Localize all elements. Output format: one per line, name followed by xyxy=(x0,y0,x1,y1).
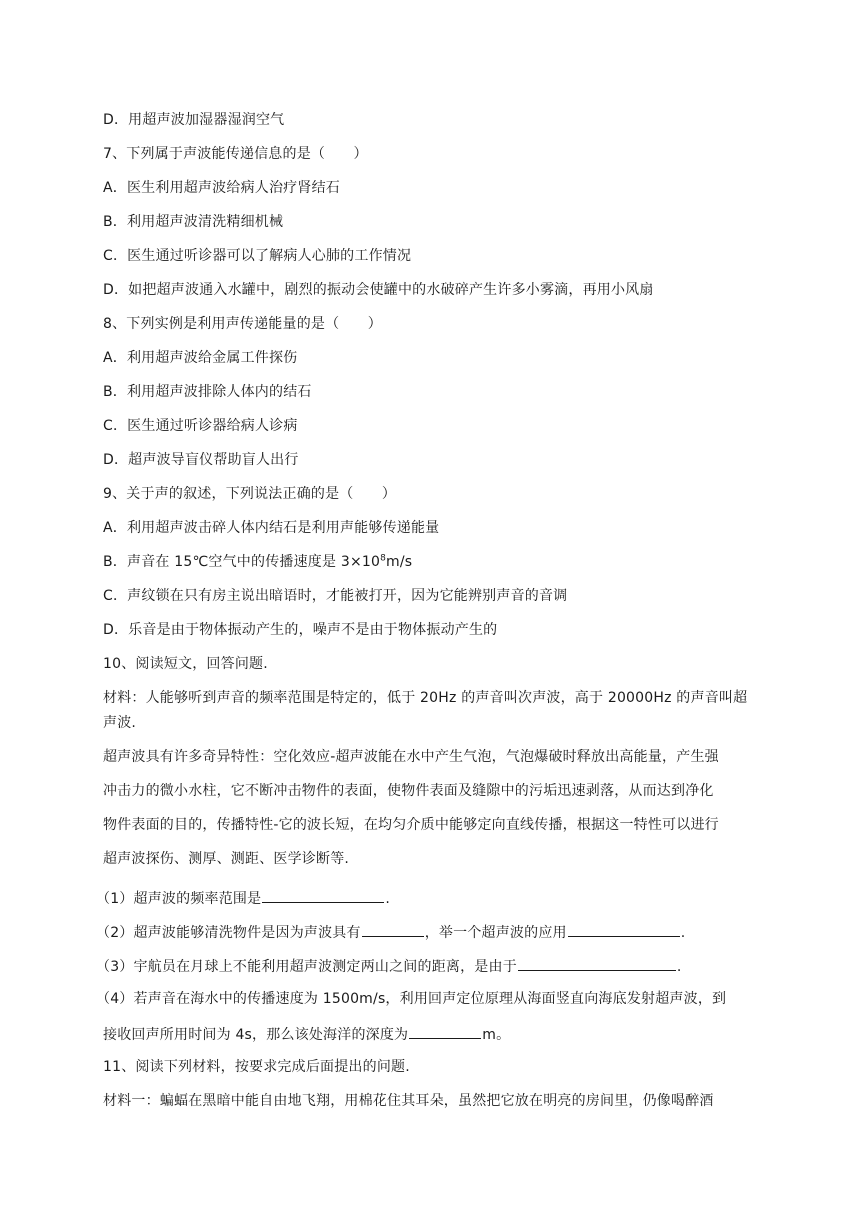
q8-option-a: A．利用超声波给金属工件探伤 xyxy=(103,350,298,366)
q10-sub-4-line-1: （4）若声音在海水中的传播速度为 1500m/s，利用回声定位原理从海面竖直向海底发射超声波，到 xyxy=(96,991,727,1007)
q10-sub-1-end: . xyxy=(385,891,390,907)
q10-sub-2 xyxy=(96,922,756,942)
q10-sub-1-text: （1）超声波的频率范围是 xyxy=(96,891,262,907)
q7-option-d: D．如把超声波通入水罐中，剧烈的振动会使罐中的水破碎产生许多小雾滴，再用小风扇 xyxy=(103,282,654,298)
q10-sub-3-blank[interactable] xyxy=(518,956,676,971)
q9-option-c: C．声纹锁在只有房主说出暗语时，才能被打开，因为它能辨别声音的音调 xyxy=(103,588,568,604)
q10-passage-line-2: 冲击力的微小水柱，它不断冲击物件的表面，使物件表面及缝隙中的污垢迅速剥落，从而达到净化 xyxy=(103,783,714,799)
q10-sub-4-line-2 xyxy=(103,1024,763,1044)
q11-material-1: 材料一：蝙蝠在黑暗中能自由地飞翔，用棉花住其耳朵，虽然把它放在明亮的房间里，仍像喝醉酒 xyxy=(103,1093,714,1109)
q10-sub-2-blank-1[interactable] xyxy=(362,922,424,937)
q10-sub-2-text: （2）超声波能够清洗物件是因为声波具有 xyxy=(96,925,361,941)
q10-passage-line-1: 超声波具有许多奇异特性：空化效应-超声波能在水中产生气泡，气泡爆破时释放出高能量，产生强 xyxy=(103,749,719,765)
q8-option-c: C．医生通过听诊器给病人诊病 xyxy=(103,418,298,434)
q6-option-d: D．用超声波加湿器湿润空气 xyxy=(103,112,285,128)
q8-option-d: D．超声波导盲仪帮助盲人出行 xyxy=(103,452,299,468)
q10-sub-3-text: （3）宇航员在月球上不能利用超声波测定两山之间的距离，是由于 xyxy=(96,959,517,975)
q9-option-b xyxy=(103,553,763,571)
q10-sub-4-text: 接收回声所用时间为 4s，那么该处海洋的深度为 xyxy=(103,1027,409,1043)
q9b-text: B．声音在 15℃空气中的传播速度是 3×10 xyxy=(103,554,381,570)
q7-stem: 7、下列属于声波能传递信息的是（ ） xyxy=(103,146,368,162)
q10-passage-line-4: 超声波探伤、测厚、测距、医学诊断等. xyxy=(103,851,350,867)
q10-passage-line-3: 物件表面的目的，传播特性-它的波长短，在均匀介质中能够定向直线传播，根据这一特性可以进行 xyxy=(103,817,719,833)
q9-option-d: D．乐音是由于物体振动产生的，噪声不是由于物体振动产生的 xyxy=(103,622,498,638)
q10-sub-3-end: . xyxy=(676,959,682,975)
q7-option-b: B．利用超声波清洗精细机械 xyxy=(103,214,284,230)
q10-stem: 10、阅读短文，回答问题. xyxy=(103,656,268,672)
q9b-unit: m/s xyxy=(386,554,413,570)
q10-sub-1 xyxy=(96,888,756,908)
q10-sub-4-blank[interactable] xyxy=(409,1024,481,1039)
q9-option-a: A．利用超声波击碎人体内结石是利用声能够传递能量 xyxy=(103,520,440,536)
q10-sub-1-blank[interactable] xyxy=(262,888,384,903)
q10-sub-2-blank-2[interactable] xyxy=(568,922,680,937)
q10-material-line-2: 声波. xyxy=(103,715,137,731)
q11-stem: 11、阅读下列材料，按要求完成后面提出的问题. xyxy=(103,1059,410,1075)
q7-option-c: C．医生通过听诊器可以了解病人心肺的工作情况 xyxy=(103,248,412,264)
q9b-exponent: 8 xyxy=(380,553,387,564)
q9-stem: 9、关于声的叙述，下列说法正确的是（ ） xyxy=(103,486,397,502)
q10-sub-2-end: . xyxy=(680,925,686,941)
q10-material-line-1: 材料：人能够听到声音的频率范围是特定的，低于 20Hz 的声音叫次声波，高于 20000Hz 的声音叫超 xyxy=(103,690,748,706)
q8-stem: 8、下列实例是利用声传递能量的是（ ） xyxy=(103,316,382,332)
q10-sub-2-mid: ，举一个超声波的应用 xyxy=(424,925,567,941)
q7-option-a: A．医生利用超声波给病人治疗肾结石 xyxy=(103,180,340,196)
q10-sub-4-unit: m。 xyxy=(482,1027,511,1043)
q8-option-b: B．利用超声波排除人体内的结石 xyxy=(103,384,312,400)
q10-sub-3 xyxy=(96,956,756,976)
